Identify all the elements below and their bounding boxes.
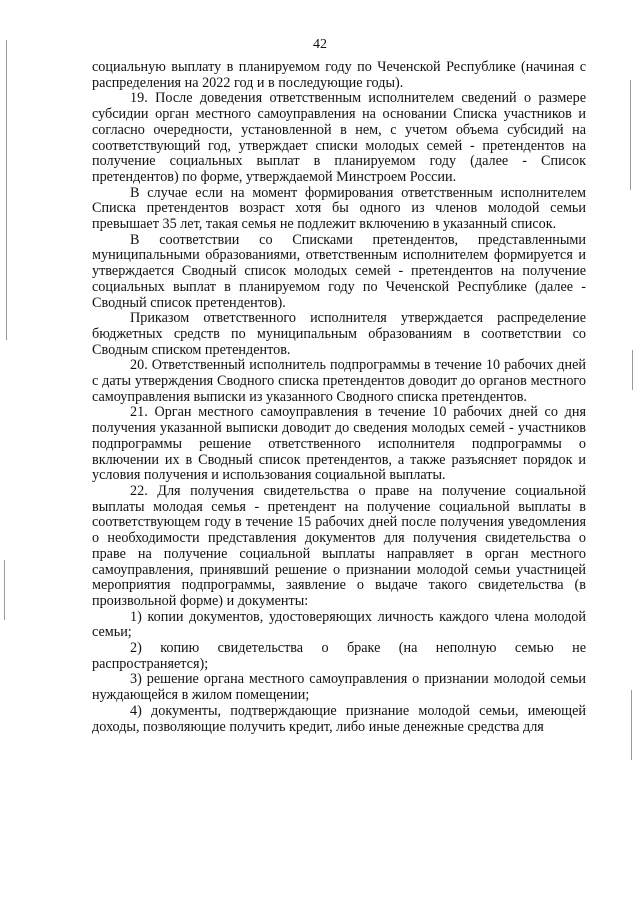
scan-margin-mark [4,560,5,620]
paragraph-budget-order: Приказом ответственного исполнителя утверждается распределение бюджетных средств по муниципальным образованиям в соответствии со Сводным списком претендентов. [92,310,586,358]
paragraph-item-21: 21. Орган местного самоуправления в течение 10 рабочих дней со дня получения указанной выписки доводит до сведения молодых семей - участников подпрограммы решение ответственного исполнителя подпрограммы о включении их в Сводный список претендентов, а также разъясняет порядок и условия получения и использования социальной выплаты. [92,404,586,484]
paragraph-item-22: 22. Для получения свидетельства о праве на получение социальной выплаты молодая семья - претендент на получение социальной выплаты в соответствующем году в течение 15 рабочих дней после получения уведомления о необходимости представления документов для получения свидетельства о праве на получение социальной выплаты направляет в орган местного самоуправления, принявший решение о признании молодой семьи участницей мероприятия подпрограммы, заявление о выдаче такого свидетельства (в произвольной форме) и документы: [92,482,586,609]
paragraph-item-20: 20. Ответственный исполнитель подпрограммы в течение 10 рабочих дней с даты утверждения Сводного списка претендентов доводит до органов местного самоуправления выписки из указанного Сводного списка претендентов. [92,357,586,405]
paragraph-continuation: социальную выплату в планируемом году по Чеченской Республике (начиная с распределения на 2022 год и в последующие годы). [92,59,586,91]
document-body [92,60,586,735]
scan-margin-mark [6,40,7,340]
paragraph-age-limit: В случае если на момент формирования ответственным исполнителем Списка претендентов возраст хотя бы одного из членов молодой семьи превышает 35 лет, такая семья не подлежит включению в указанный список. [92,184,586,233]
list-item-1: 1) копии документов, удостоверяющих личность каждого члена молодой семьи; [92,608,586,641]
scan-margin-mark [630,80,631,190]
scan-margin-mark [631,690,632,760]
page-number: 42 [313,37,327,52]
list-item-4: 4) документы, подтверждающие признание молодой семьи, имеющей доходы, позволяющие получить кредит, либо иные денежные средства для [92,702,586,735]
paragraph-summary-list: В соответствии со Списками претендентов, представленными муниципальными образованиями, ответственным исполнителем формируется и утверждается Сводный список молодых семей - претендентов на получение социальных выплат в планируемом году по Чеченской Республике (далее - Сводный список претендентов). [92,231,586,311]
scan-margin-mark [632,350,633,390]
list-item-3: 3) решение органа местного самоуправления о признании молодой семьи нуждающейся в жилом помещении; [92,671,586,704]
paragraph-item-19: 19. После доведения ответственным исполнителем сведений о размере субсидии орган местного самоуправления на основании Списка участников и согласно очередности, установленной в нем, с учетом объема субсидий на соответствующий год, утверждает списки молодых семей - претендентов на получение социальных выплат в планируемом году (далее - Список претендентов) по форме, утверждаемой Минстроем России. [92,90,586,185]
list-item-2: 2) копию свидетельства о браке (на неполную семью не распространяется); [92,640,586,672]
